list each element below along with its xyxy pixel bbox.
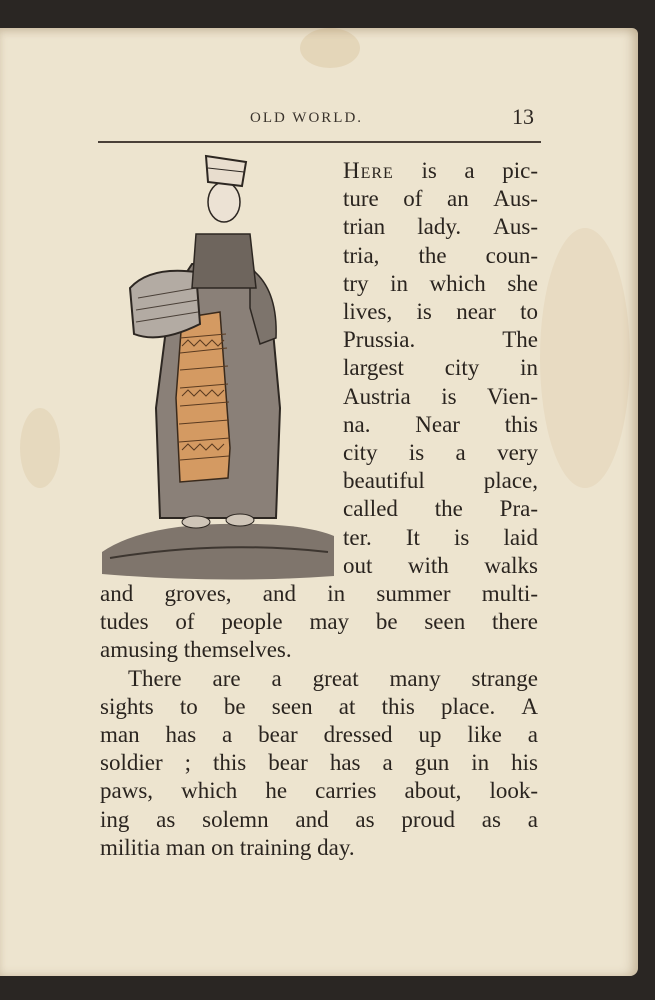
text-line: Prussia. The [343,327,538,353]
page-number: 13 [512,104,534,129]
text-line: Austria is Vien- [343,383,538,409]
text-line: man has a bear dressed up like a [100,722,538,747]
running-title: OLD WORLD. [250,110,364,126]
text-line: out with walks [343,552,538,578]
text-line: ing as solemn and as proud as a [100,806,538,832]
text-line: militia man on training day. [100,834,355,860]
text-line: paws, which he carries about, look- [100,778,538,804]
text-line: ter. It is laid [343,524,538,550]
text-line: try in which she [343,270,538,296]
text-line: There are a great many strange [128,665,538,691]
austrian-lady-illustration [100,148,336,584]
text-line: largest city in [343,355,538,381]
text-line: beautiful place, [343,468,538,494]
text-line: and groves, and in summer multi- [100,581,538,606]
text-line: lives, is near to [343,299,538,324]
header-rule [98,141,541,143]
text-line: soldier ; this bear has a gun in his [100,750,538,776]
text-line: na. Near this [343,411,538,437]
text-line: called the Pra- [343,496,538,522]
text-line: Here is a pic- [343,158,538,183]
text-line: sights to be seen at this place. A [100,693,538,719]
text-line: trian lady. Aus- [343,214,538,240]
text-line: tudes of people may be seen there [100,609,538,635]
text-line: tria, the coun- [343,242,538,268]
text-line: amusing themselves. [100,637,292,663]
text-line: city is a very [343,440,538,465]
text-line: ture of an Aus- [343,186,538,212]
